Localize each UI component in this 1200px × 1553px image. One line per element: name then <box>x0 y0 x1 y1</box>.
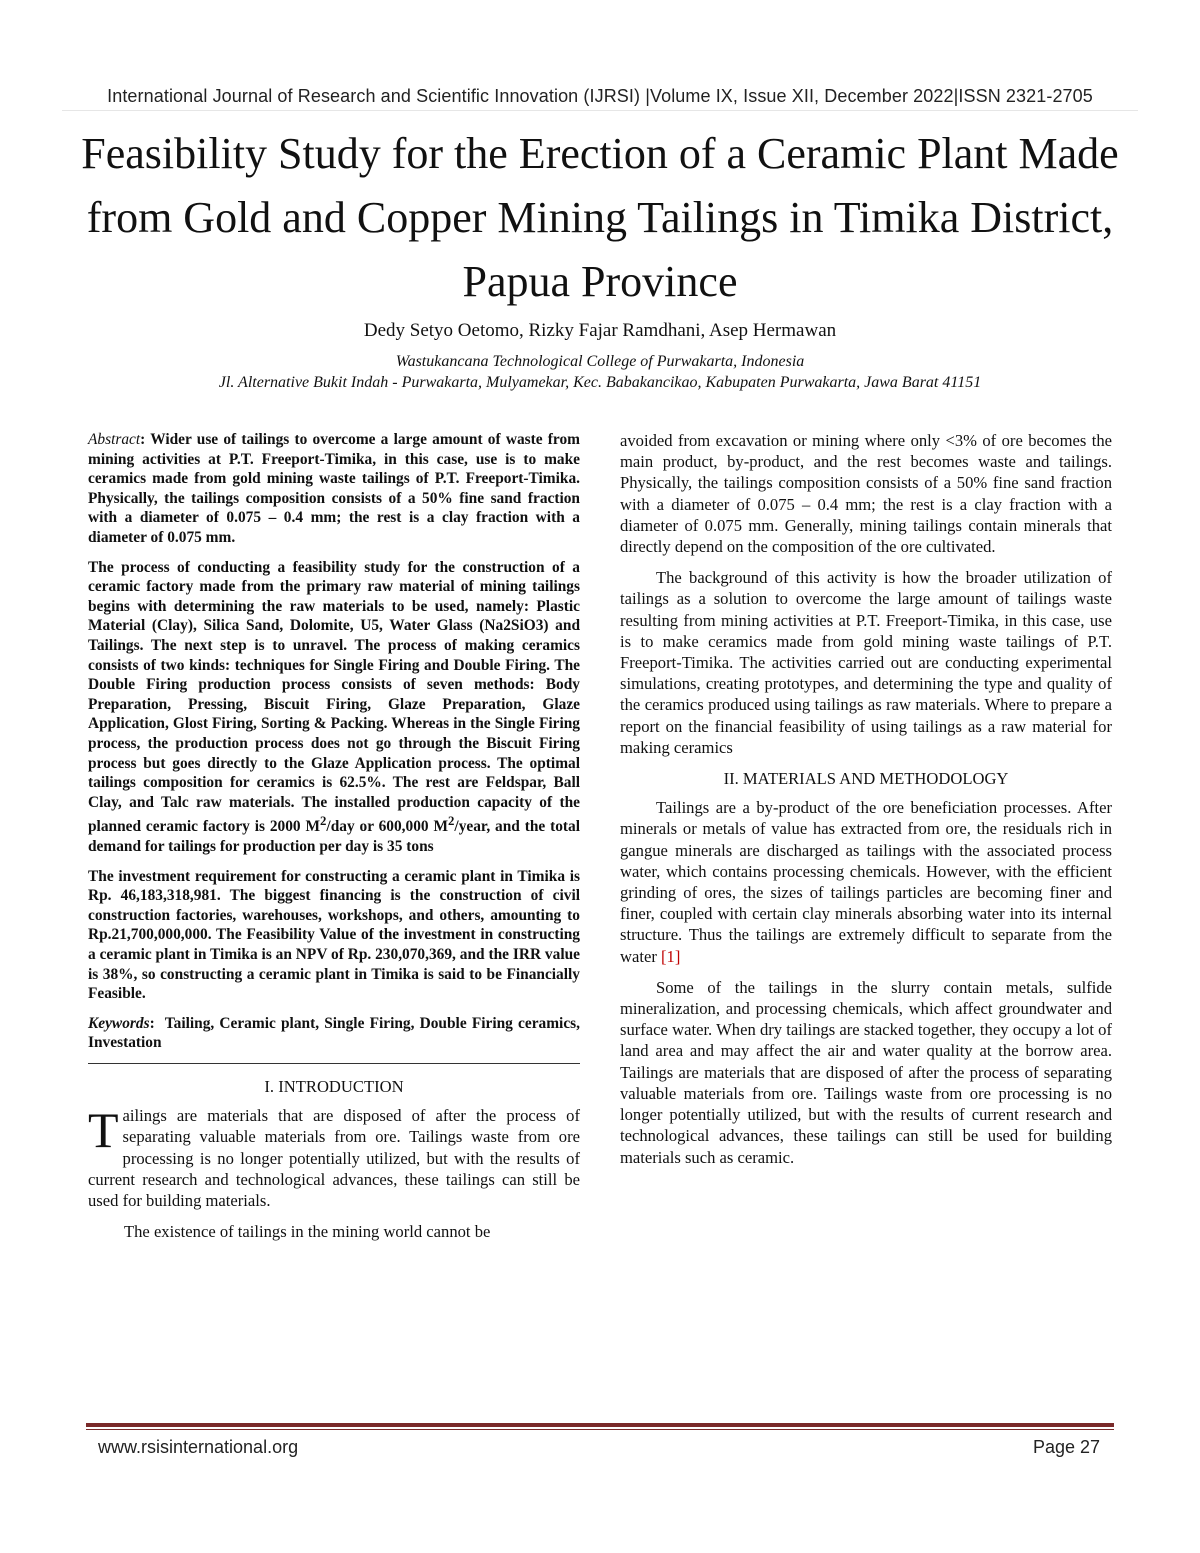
abstract-paragraph-2 <box>88 558 580 857</box>
abstract-text-2c: /year, and the total demand for tailings for production per day is 35 tons <box>88 818 580 855</box>
superscript: 2 <box>448 814 455 829</box>
affiliation-line-1: Wastukancana Technological College of Purwakarta, Indonesia <box>395 353 805 370</box>
footer-rule-thick <box>86 1423 1114 1427</box>
left-column <box>88 430 580 1252</box>
footer-website: www.rsisinternational.org <box>98 1437 299 1457</box>
methods-text-1: Tailings are a by-product of the ore beneficiation processes. After minerals or metals of value has extracted from ore, the residuals rich in gangue minerals are discharged as tailings with the associated process water, which contains processing chemicals. However, with the efficient grinding of ores, the sizes of tailings particles are becoming finer and finer, coupled with certain clay minerals absorbing water into its internal structure. Thus the tailings are extremely difficult to separate from the water <box>620 798 1112 966</box>
intro-paragraph-3: The background of this activity is how the broader utilization of tailings as a solution to overcome the large amount of tailings waste resulting from mining activities at P.T. Freeport-Timika, in this case, use is to make ceramics made from gold mining waste tailings of P.T. Freeport-Timika. The activities carried out are conducting experimental simulations, creating prototypes, and determining the type and quality of the ceramics produced using tailings as raw materials. Where to prepare a report on the financial feasibility of using tailings as a raw material for making ceramics <box>620 568 1112 757</box>
intro-paragraph-2-continued: avoided from excavation or mining where only <3% of ore becomes the main product, by-product, and the rest becomes waste and tailings. Physically, the tailings composition consists of a 50% fine sand fraction with a diameter of 0.075 – 0.4 mm; the rest is a clay fraction with a diameter of 0.075 mm. Generally, mining tailings contain minerals that directly depend on the composition of the ore cultivated. <box>620 431 1112 557</box>
paper-title: Feasibility Study for the Erection of a Ceramic Plant Made from Gold and Copper Mining Tailings in Timika District, Papua Province <box>81 129 1119 306</box>
methods-paragraph-2: Some of the tailings in the slurry contain metals, sulfide mineralization, and processing chemicals, which affect groundwater and surface water. When dry tailings are stacked together, they occupy a lot of land area and may affect the air and water quality at the borrow area. Tailings are materials that are disposed of after the process of separating valuable materials from ore. Tailings waste from ore processing is no longer potentially utilized, but with the results of current research and technological advances, these tailings can still be used for building materials such as ceramic. <box>620 977 1112 1167</box>
page-number: Page 27 <box>1032 1437 1100 1457</box>
intro-text-1: ailings are materials that are disposed of after the process of separating valuable materials from ore. Tailings waste from ore processing is no longer potentially utilized, but with the results of current research and technological advances, these tailings can still be used for building materials. <box>88 1106 580 1210</box>
drop-cap: T <box>88 1102 119 1159</box>
keywords-text: Tailing, Ceramic plant, Single Firing, Double Firing ceramics, Investation <box>88 1014 580 1052</box>
citation-link[interactable]: [1] <box>661 946 681 966</box>
abstract-text-2a: The process of conducting a feasibility study for the construction of a ceramic factory made from the primary raw material of mining tailings begins with determining the raw materials to be used, namely: Plastic Material (Clay), Silica Sand, Dolomite, U5, Water Glass (Na2SiO3) and Tailings. The next step is to unravel. The process of making ceramics consists of two kinds: techniques for Single Firing and Double Firing. The Double Firing production process consists of seven methods: Body Preparation, Pressing, Biscuit Firing, Glaze Preparation, Glaze Application, Glost Firing, Sorting & Packing. Whereas in the Single Firing process, the production process does not go through the Biscuit Firing process but goes directly to the Glaze Application process. The optimal tailings composition for ceramics is 62.5%. The rest are Feldspar, Ball Clay, and Talc raw materials. The installed production capacity of the planned ceramic factory is 2000 M <box>88 558 580 836</box>
keywords-label: Keywords <box>88 1014 150 1032</box>
section-heading-introduction: I. INTRODUCTION <box>264 1076 404 1096</box>
keywords: Keywords: Tailing, Ceramic plant, Single Firing, Double Firing ceramics, Investation <box>88 1014 580 1052</box>
intro-paragraph-1 <box>88 1102 580 1211</box>
abstract-text-1: Wider use of tailings to overcome a large amount of waste from mining activities at P.T. Freeport-Timika, in this case, use is to make ceramics made from gold mining waste tailings of P.T. Freeport-Timika. Physically, the tailings composition consists of a 50% fine sand fraction with a diameter of 0.075 – 0.4 mm; the rest is a clay fraction with a diameter of 0.075 mm. <box>88 431 580 546</box>
keywords-divider <box>88 1063 580 1064</box>
section-heading-materials: II. MATERIALS AND METHODOLOGY <box>723 769 1009 789</box>
header-divider <box>62 110 1138 111</box>
abstract-label: Abstract <box>88 431 141 448</box>
abstract-paragraph-3: The investment requirement for constructing a ceramic plant in Timika is Rp. 46,183,318,981. The biggest financing is the construction of civil construction factories, warehouses, workshops, and others, amounting to Rp.21,700,000,000. The Feasibility Value of the investment in constructing a ceramic plant in Timika is an NPV of Rp. 230,070,369, and the IRR value is 38%, so constructing a ceramic plant in Timika is said to be Financially Feasible. <box>88 867 580 1003</box>
abstract-paragraph-1: Abstract: Wider use of tailings to overcome a large amount of waste from mining activities at P.T. Freeport-Timika, in this case, use is to make ceramics made from gold mining waste tailings of P.T. Freeport-Timika. Physically, the tailings composition consists of a 50% fine sand fraction with a diameter of 0.075 – 0.4 mm; the rest is a clay fraction with a diameter of 0.075 mm. <box>88 431 580 546</box>
footer-rule-thin <box>86 1429 1114 1430</box>
abstract-text-2b: /day or 600,000 M <box>326 818 448 836</box>
author-list: Dedy Setyo Oetomo, Rizky Fajar Ramdhani, Asep Hermawan <box>363 320 837 341</box>
intro-paragraph-2: The existence of tailings in the mining world cannot be <box>124 1222 491 1242</box>
affiliation-line-2: Jl. Alternative Bukit Indah - Purwakarta, Mulyamekar, Kec. Babakancikao, Kabupaten Purwakarta, Jawa Barat 41151 <box>218 374 982 391</box>
superscript: 2 <box>320 814 327 829</box>
right-column <box>620 430 1112 1178</box>
methods-paragraph-1 <box>620 797 1112 967</box>
journal-header: International Journal of Research and Scientific Innovation (IJRSI) |Volume IX, Issue XII, December 2022|ISSN 2321-2705 <box>107 86 1093 106</box>
